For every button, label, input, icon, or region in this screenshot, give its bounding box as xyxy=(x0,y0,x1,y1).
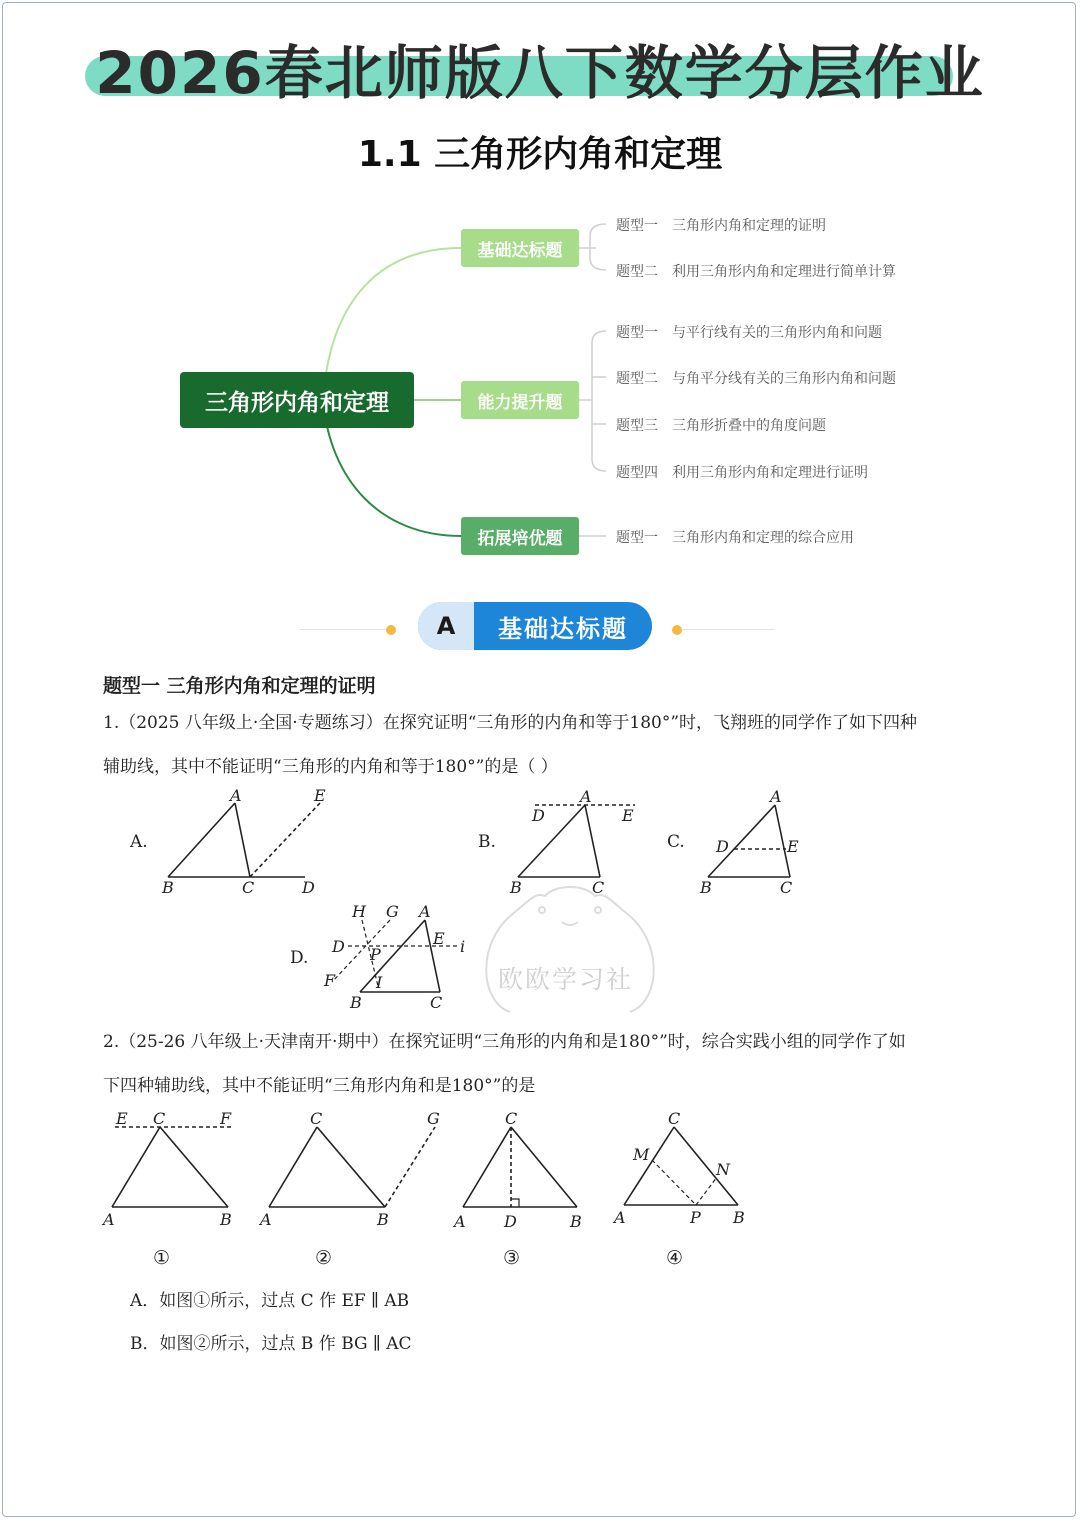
label-A: A xyxy=(419,902,431,921)
label-F: F xyxy=(324,971,336,990)
label-A: A xyxy=(260,1210,272,1229)
label-B: B xyxy=(377,1210,389,1229)
q1-figure-a xyxy=(150,785,350,900)
q2-option-a: A．如图①所示，过点 C 作 EF ∥ AB xyxy=(130,1291,410,1311)
section-title: 基础达标题 xyxy=(498,614,628,643)
q1-option-c-label: C. xyxy=(667,832,685,852)
q2-text-line2: 下四种辅助线，其中不能证明“三角形内角和是180°”的是 xyxy=(103,1076,536,1096)
label-C: C xyxy=(780,878,793,897)
main-title: 2026春北师版八下数学分层作业 xyxy=(95,39,985,107)
question-type-heading: 题型一 三角形内角和定理的证明 xyxy=(103,675,376,697)
label-C: C xyxy=(668,1109,681,1128)
label-G: G xyxy=(386,902,399,921)
label-A: A xyxy=(580,787,592,806)
label-D: D xyxy=(532,806,545,825)
watermark-text: 欧欧学习社 xyxy=(498,965,634,994)
label-E: E xyxy=(787,837,799,856)
label-P: P xyxy=(690,1208,701,1227)
label-C: C xyxy=(505,1109,518,1128)
q2-fig-number-1: ① xyxy=(153,1247,171,1269)
q2-text-line1: 2.（25-26 八年级上·天津南开·期中）在探究证明“三角形的内角和是180°”时，综合实践小组的同学作了如 xyxy=(103,1032,906,1052)
label-B: B xyxy=(570,1212,582,1231)
label-C: C xyxy=(242,878,255,897)
label-B: B xyxy=(700,878,712,897)
q2-fig-number-4: ④ xyxy=(666,1247,684,1269)
label-B: B xyxy=(733,1208,745,1227)
q1-figure-d xyxy=(320,900,480,1015)
label-H: H xyxy=(352,902,366,921)
section-dot-left xyxy=(386,625,396,635)
mindmap-leaf: 题型四 利用三角形内角和定理进行证明 xyxy=(616,465,868,481)
mindmap-leaf: 题型一 三角形内角和定理的证明 xyxy=(616,218,826,234)
label-A: A xyxy=(770,787,782,806)
label-B: B xyxy=(220,1210,232,1229)
mindmap-leaf: 题型一 三角形内角和定理的综合应用 xyxy=(616,530,854,546)
q2-figure-1 xyxy=(100,1105,250,1230)
section-divider-left xyxy=(300,629,388,630)
mindmap-branch-extension: 拓展培优题 xyxy=(461,517,579,555)
label-B: B xyxy=(162,878,174,897)
label-I: I xyxy=(376,973,383,992)
mindmap-leaf: 题型二 与角平分线有关的三角形内角和问题 xyxy=(616,371,896,387)
mindmap-connectors xyxy=(0,0,1080,600)
label-C: C xyxy=(153,1109,166,1128)
q2-figure-3 xyxy=(450,1105,600,1230)
q2-fig-number-3: ③ xyxy=(503,1247,521,1269)
watermark-mascot xyxy=(470,872,670,1022)
label-G: G xyxy=(427,1109,440,1128)
q2-fig-number-2: ② xyxy=(315,1247,333,1269)
q2-figure-2 xyxy=(255,1105,455,1230)
q2-figure-4 xyxy=(610,1105,760,1230)
label-F: F xyxy=(220,1109,232,1128)
q1-option-b-label: B. xyxy=(478,832,496,852)
label-P: P xyxy=(370,945,381,964)
section-letter: A xyxy=(418,602,474,650)
sub-title: 1.1 三角形内角和定理 xyxy=(357,134,723,175)
label-D: D xyxy=(332,937,345,956)
label-E: E xyxy=(622,806,634,825)
mindmap-leaf: 题型三 三角形折叠中的角度问题 xyxy=(616,418,826,434)
q1-option-a-label: A. xyxy=(130,832,148,852)
label-N: N xyxy=(716,1160,730,1179)
q1-text-line2: 辅助线，其中不能证明“三角形的内角和等于180°”的是（ ） xyxy=(103,757,558,777)
label-E: E xyxy=(116,1109,128,1128)
label-D: D xyxy=(716,837,729,856)
mindmap-branch-ability: 能力提升题 xyxy=(461,381,579,419)
mindmap-root: 三角形内角和定理 xyxy=(180,372,414,428)
label-C: C xyxy=(592,878,605,897)
label-A: A xyxy=(454,1212,466,1231)
label-D: D xyxy=(504,1212,517,1231)
mindmap-leaf: 题型二 利用三角形内角和定理进行简单计算 xyxy=(616,264,896,280)
label-A: A xyxy=(230,786,242,805)
label-M: M xyxy=(633,1145,650,1164)
q2-option-b: B．如图②所示，过点 B 作 BG ∥ AC xyxy=(130,1334,412,1354)
section-divider-right xyxy=(682,629,774,630)
label-C: C xyxy=(310,1109,323,1128)
mindmap-leaf: 题型一 与平行线有关的三角形内角和问题 xyxy=(616,325,882,341)
label-B: B xyxy=(350,993,362,1012)
label-A: A xyxy=(103,1210,115,1229)
label-i: i xyxy=(460,937,466,956)
label-B: B xyxy=(510,878,522,897)
section-dot-right xyxy=(672,625,682,635)
q1-figure-c xyxy=(690,785,820,900)
mindmap-branch-basic: 基础达标题 xyxy=(461,229,579,267)
label-A: A xyxy=(614,1208,626,1227)
label-D: D xyxy=(302,878,315,897)
section-badge xyxy=(418,602,652,650)
label-E: E xyxy=(433,929,445,948)
q1-option-d-label: D. xyxy=(290,948,309,968)
q1-text-line1: 1.（2025 八年级上·全国·专题练习）在探究证明“三角形的内角和等于180°”时，飞翔班的同学作了如下四种 xyxy=(103,713,918,733)
label-E: E xyxy=(314,786,326,805)
label-C: C xyxy=(430,993,443,1012)
